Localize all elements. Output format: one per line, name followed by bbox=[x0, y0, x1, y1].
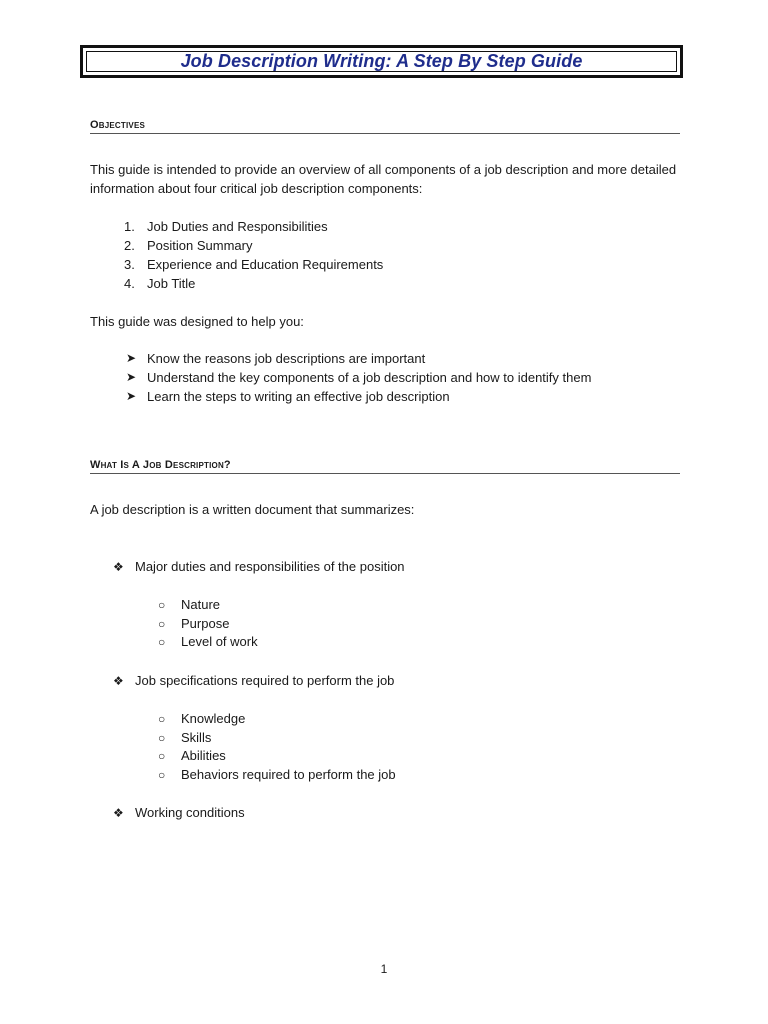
list-item-text: Job specifications required to perform the job bbox=[135, 673, 395, 688]
arrow-bullet-icon: ➤ bbox=[126, 370, 137, 384]
list-item-text: Knowledge bbox=[181, 711, 246, 726]
list-item bbox=[124, 387, 591, 406]
list-item-text: Working conditions bbox=[135, 805, 245, 820]
list-item-text: Position Summary bbox=[147, 238, 253, 253]
title-inner-border bbox=[86, 51, 677, 72]
list-item bbox=[124, 236, 383, 255]
circle-bullet-icon: ○ bbox=[158, 749, 166, 764]
list-item-text: Job Duties and Responsibilities bbox=[147, 219, 328, 234]
list-number: 2. bbox=[124, 238, 135, 253]
list-item bbox=[158, 766, 396, 785]
arrow-bullet-icon: ➤ bbox=[126, 351, 137, 365]
list-item bbox=[158, 747, 396, 766]
list-item bbox=[124, 217, 383, 236]
list-item bbox=[124, 274, 383, 293]
list-number: 1. bbox=[124, 219, 135, 234]
diamond-bullet-icon: ❖ bbox=[113, 560, 124, 574]
list-item-text: Purpose bbox=[181, 615, 230, 631]
list-item-text: Learn the steps to writing an effective job description bbox=[147, 389, 450, 404]
list-item-text: Experience and Education Requirements bbox=[147, 257, 384, 272]
list-item bbox=[124, 368, 591, 387]
list-item-text: Understand the key components of a job description and how to identify them bbox=[147, 370, 592, 385]
list-item-text: Level of work bbox=[181, 634, 258, 650]
list-item-text: Skills bbox=[181, 729, 212, 745]
list-item bbox=[158, 710, 396, 729]
list-number: 3. bbox=[124, 257, 135, 272]
objectives-intro: This guide is intended to provide an overview of all components of a job description and more detailed information about four critical job description components: bbox=[90, 162, 677, 196]
list-item bbox=[158, 615, 258, 634]
list-item-text: Nature bbox=[181, 597, 221, 612]
document-title: Job Description Writing: A Step By Step Guide bbox=[180, 51, 583, 71]
circle-bullet-icon: ○ bbox=[158, 730, 166, 745]
list-item-text: Abilities bbox=[181, 748, 226, 764]
circle-bullet-icon: ○ bbox=[158, 768, 166, 783]
list-item bbox=[113, 557, 405, 577]
sub-list bbox=[158, 596, 258, 652]
components-list bbox=[124, 217, 383, 293]
list-item bbox=[113, 803, 245, 823]
list-item bbox=[158, 633, 258, 652]
sub-list bbox=[158, 710, 396, 785]
what-is-heading: What Is A Job Description? bbox=[90, 459, 680, 474]
arrow-bullet-icon: ➤ bbox=[126, 389, 137, 403]
circle-bullet-icon: ○ bbox=[158, 616, 166, 631]
diamond-bullet-icon: ❖ bbox=[113, 806, 124, 820]
diamond-bullet-icon: ❖ bbox=[113, 674, 124, 688]
page-number: 1 bbox=[380, 962, 388, 976]
list-item-text: Behaviors required to perform the job bbox=[181, 767, 396, 783]
help-list bbox=[124, 349, 591, 406]
list-item bbox=[158, 729, 396, 748]
title-box bbox=[80, 45, 683, 78]
what-is-intro: A job description is a written document that summarizes: bbox=[90, 502, 415, 517]
list-item-text: Major duties and responsibilities of the position bbox=[135, 559, 405, 574]
list-number: 4. bbox=[124, 276, 135, 291]
circle-bullet-icon: ○ bbox=[158, 635, 166, 650]
circle-bullet-icon: ○ bbox=[158, 598, 166, 612]
list-item-text: Know the reasons job descriptions are important bbox=[147, 351, 426, 366]
list-item bbox=[124, 349, 591, 368]
objectives-heading: Objectives bbox=[90, 119, 680, 134]
circle-bullet-icon: ○ bbox=[158, 712, 166, 726]
list-item-text: Job Title bbox=[147, 276, 196, 291]
help-intro: This guide was designed to help you: bbox=[90, 314, 304, 329]
list-item bbox=[113, 671, 394, 691]
list-item bbox=[158, 596, 258, 615]
list-item bbox=[124, 255, 383, 274]
